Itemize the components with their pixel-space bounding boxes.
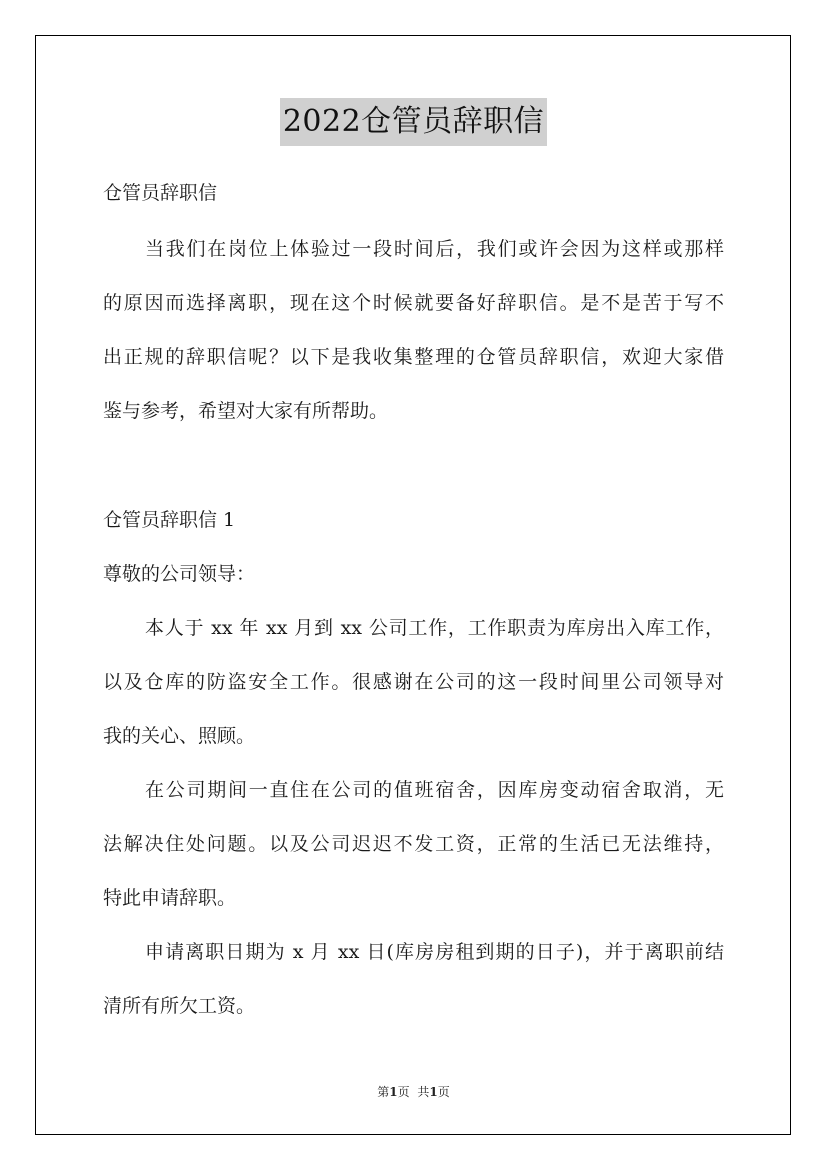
para3-line-2: 清所有所欠工资。: [103, 995, 256, 1017]
para2-line-1: 在公司期间一直住在公司的值班宿舍，因库房变动宿舍取消，无: [145, 779, 724, 801]
para1-line-1: 本人于 xx 年 xx 月到 xx 公司工作，工作职责为库房出入库工作，: [145, 617, 724, 639]
intro-line-1: 当我们在岗位上体验过一段时间后，我们或许会因为这样或那样: [145, 238, 724, 260]
para3-line-1: 申请离职日期为 x 月 xx 日(库房房租到期的日子)，并于离职前结: [145, 941, 724, 963]
page-number: 1: [389, 1085, 398, 1099]
para1-line-3: 我的关心、照顾。: [103, 725, 256, 747]
page-suffix: 页: [397, 1085, 410, 1099]
total-pages: 1: [429, 1085, 438, 1099]
intro-line-2: 的原因而选择离职，现在这个时候就要备好辞职信。是不是苦于写不: [103, 292, 724, 314]
total-prefix: 共: [417, 1085, 430, 1099]
page-footer: [0, 1084, 827, 1100]
intro-line-4: 鉴与参考，希望对大家有所帮助。: [103, 400, 389, 422]
section-heading: 仓管员辞职信 1: [103, 509, 236, 531]
document-title: 2022仓管员辞职信: [280, 98, 547, 146]
document-subtitle: 仓管员辞职信: [103, 182, 218, 204]
para1-line-2: 以及仓库的防盗安全工作。很感谢在公司的这一段时间里公司领导对: [103, 671, 724, 693]
title-container: [0, 98, 827, 146]
page-prefix: 第: [377, 1085, 390, 1099]
intro-line-3: 出正规的辞职信呢？以下是我收集整理的仓管员辞职信，欢迎大家借: [103, 346, 724, 368]
para2-line-2: 法解决住处问题。以及公司迟迟不发工资，正常的生活已无法维持，: [103, 833, 724, 855]
total-suffix: 页: [437, 1085, 450, 1099]
para2-line-3: 特此申请辞职。: [103, 887, 237, 909]
salutation: 尊敬的公司领导：: [103, 563, 256, 585]
